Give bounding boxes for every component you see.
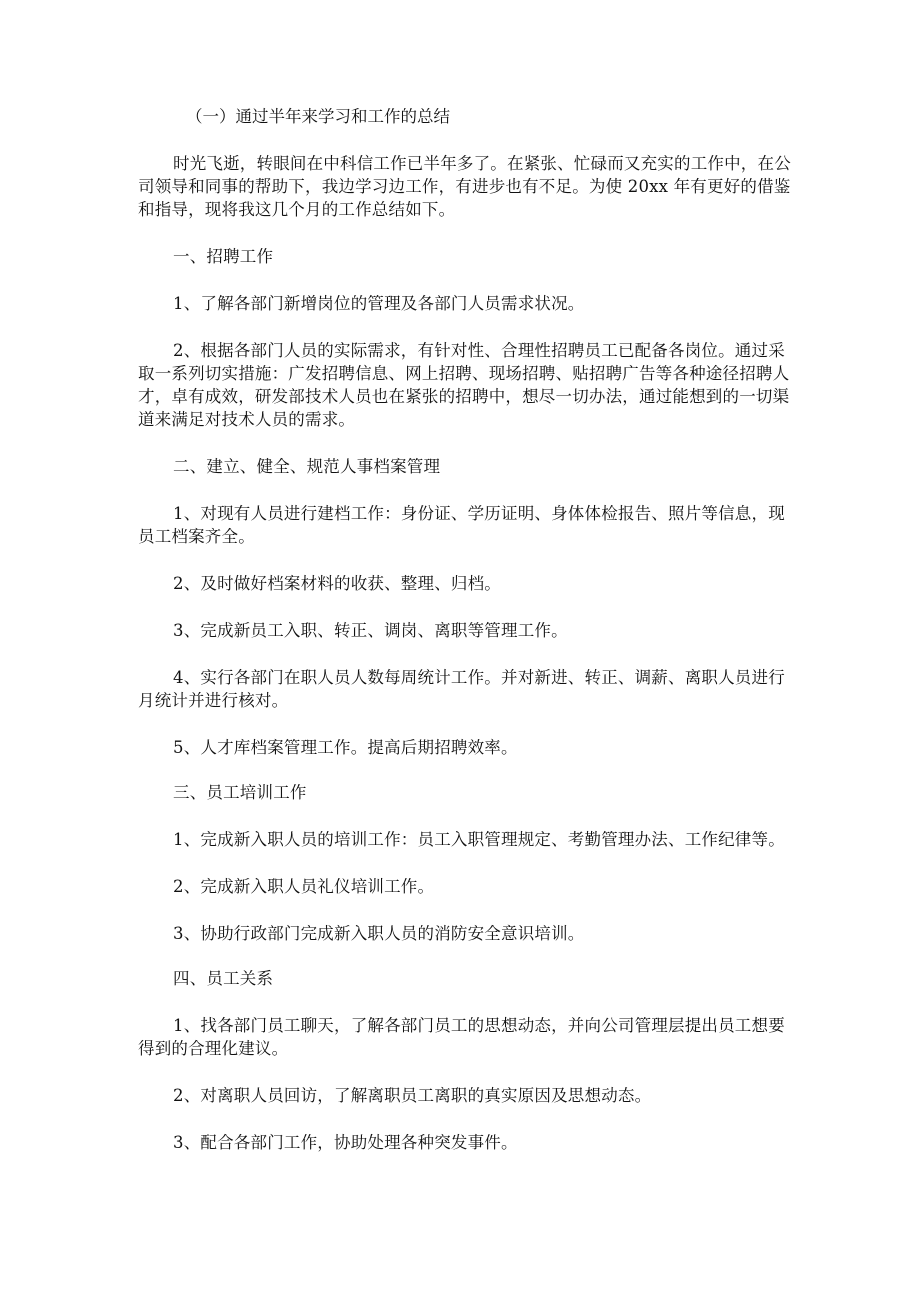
relations-item-3: 3、配合各部门工作，协助处理各种突发事件。 (173, 1133, 518, 1152)
section-title-archives: 二、建立、健全、规范人事档案管理 (173, 457, 441, 476)
relations-item-1: 1、找各部门员工聊天，了解各部门员工的思想动态，并向公司管理层提出员工想要得到的合理化建议。 (138, 1016, 785, 1058)
intro-paragraph: 时光飞逝，转眼间在中科信工作已半年多了。在紧张、忙碌而又充实的工作中，在公司领导和同事的帮助下，我边学习边工作，有进步也有不足。为使 20xx 年有更好的借鉴和指导，现将我这几个月的工作总结如下。 (138, 154, 791, 219)
section-title-relations: 四、员工关系 (173, 969, 274, 988)
archives-item-4: 4、实行各部门在职人员人数每周统计工作。并对新进、转正、调薪、离职人员进行月统计并进行核对。 (138, 668, 785, 710)
document-page (138, 105, 798, 1154)
section-title-training: 三、员工培训工作 (173, 783, 307, 802)
archives-item-5: 5、人才库档案管理工作。提高后期招聘效率。 (173, 738, 518, 757)
doc-heading: （一）通过半年来学习和工作的总结 (186, 107, 450, 126)
recruitment-item-1: 1、了解各部门新增岗位的管理及各部门人员需求状况。 (173, 294, 585, 313)
archives-item-1: 1、对现有人员进行建档工作：身份证、学历证明、身体体检报告、照片等信息，现员工档案齐全。 (138, 504, 785, 546)
relations-item-2: 2、对离职人员回访，了解离职员工离职的真实原因及思想动态。 (173, 1086, 652, 1105)
section-title-recruitment: 一、招聘工作 (173, 247, 274, 266)
training-item-2: 2、完成新入职人员礼仪培训工作。 (173, 877, 435, 896)
training-item-3: 3、协助行政部门完成新入职人员的消防安全意识培训。 (173, 924, 585, 943)
training-item-1: 1、完成新入职人员的培训工作：员工入职管理规定、考勤管理办法、工作纪律等。 (173, 830, 785, 849)
archives-item-3: 3、完成新员工入职、转正、调岗、离职等管理工作。 (173, 621, 568, 640)
archives-item-2: 2、及时做好档案材料的收获、整理、归档。 (173, 574, 501, 593)
recruitment-item-2: 2、根据各部门人员的实际需求，有针对性、合理性招聘员工已配备各岗位。通过采取一系列切实措施：广发招聘信息、网上招聘、现场招聘、贴招聘广告等各种途径招聘人才，卓有成效，研发部技术人员也在紧张的招聘中，想尽一切办法，通过能想到的一切渠道来满足对技术人员的需求。 (138, 341, 790, 429)
